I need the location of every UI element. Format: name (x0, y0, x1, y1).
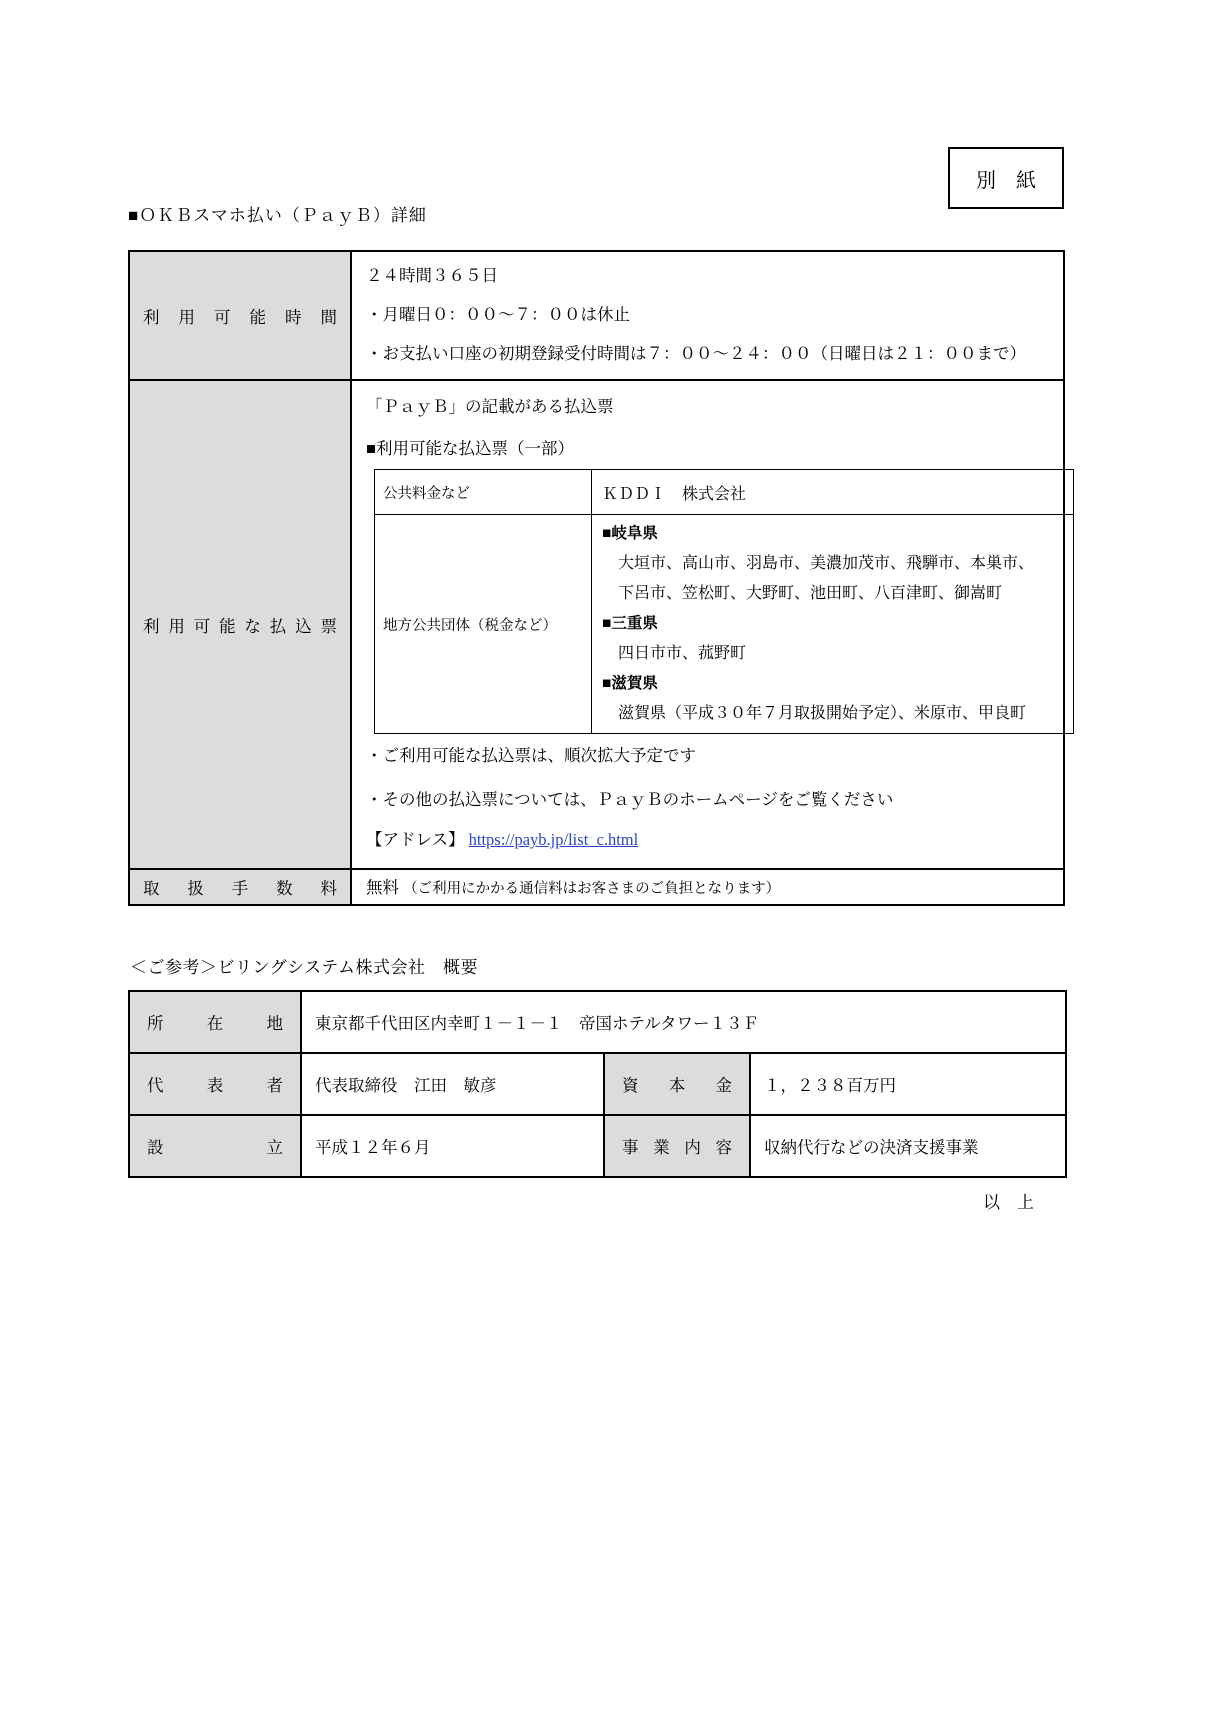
payb-detail-table (128, 250, 1065, 906)
hours-label: 利用可能時間 (129, 251, 351, 380)
company-overview-table (128, 990, 1067, 1178)
hours-line-2: ・月曜日０：００～７：００は休止 (366, 305, 630, 324)
address-label: 【アドレス】 (366, 830, 465, 849)
region-mie-line-1: 四日市市、菰野町 (618, 645, 747, 662)
table-row-slips (129, 380, 1064, 869)
company-representative-value: 代表取締役 江田 敏彦 (301, 1053, 604, 1115)
company-capital-value: １，２３８百万円 (750, 1053, 1066, 1115)
slips-subheading: ■利用可能な払込票（一部） (366, 440, 574, 458)
company-section-heading: ＜ご参考＞ビリングシステム株式会社 概要 (130, 958, 478, 977)
company-capital-label: 資本金 (604, 1053, 750, 1115)
table-row-fee (129, 869, 1064, 905)
slip-row-public (375, 470, 1074, 515)
public-utilities-label: 公共料金など (375, 470, 592, 515)
hours-line-3: ・お支払い口座の初期登録受付時間は７：００～２４：００（日曜日は２１：００まで） (366, 344, 1026, 363)
closing-text: 以 上 (983, 1193, 1034, 1212)
region-shiga-heading: ■滋賀県 (602, 675, 658, 692)
company-address-value: 東京都千代田区内幸町１－１－１ 帝国ホテルタワー１３Ｆ (301, 991, 1066, 1053)
slips-content (351, 380, 1064, 869)
region-shiga-line-1: 滋賀県（平成３０年７月取扱開始予定）、米原市、甲良町 (618, 705, 1027, 722)
company-established-label: 設立 (129, 1115, 301, 1177)
hours-line-1: ２４時間３６５日 (366, 266, 498, 285)
region-gifu-heading: ■岐阜県 (602, 525, 658, 542)
public-utilities-value: ＫＤＤＩ 株式会社 (592, 470, 1074, 515)
company-row-representative (129, 1053, 1066, 1115)
company-established-value: 平成１２年６月 (301, 1115, 604, 1177)
slip-row-local-gov (375, 515, 1074, 734)
slips-intro: 「ＰａｙＢ」の記載がある払込票 (366, 397, 614, 416)
company-representative-label: 代表者 (129, 1053, 301, 1115)
slips-note-2: ・その他の払込票については、ＰａｙＢのホームページをご覧ください (366, 790, 894, 809)
region-gifu (602, 519, 1063, 609)
available-slips-table (374, 469, 1074, 734)
fee-note: （ご利用にかかる通信料はお客さまのご負担となります） (403, 881, 781, 897)
attachment-label: 別 紙 (976, 169, 1036, 192)
local-gov-value (592, 515, 1074, 734)
slips-address-line (366, 824, 1049, 862)
company-row-address (129, 991, 1066, 1053)
company-row-established (129, 1115, 1066, 1177)
local-gov-label: 地方公共団体（税金など） (375, 515, 592, 734)
region-gifu-line-2: 下呂市、笠松町、大野町、池田町、八百津町、御嵩町 (618, 585, 1003, 602)
region-shiga (602, 669, 1063, 729)
slips-note-1: ・ご利用可能な払込票は、順次拡大予定です (366, 746, 696, 765)
region-mie-heading: ■三重県 (602, 615, 658, 632)
hours-content (351, 251, 1064, 380)
fee-label: 取扱手数料 (129, 869, 351, 905)
detail-section-heading: ■ＯＫＢスマホ払い（ＰａｙＢ）詳細 (128, 206, 427, 225)
fee-content (351, 869, 1064, 905)
company-business-value: 収納代行などの決済支援事業 (750, 1115, 1066, 1177)
payb-url-link[interactable]: https://payb.jp/list_c.html (468, 830, 639, 849)
company-business-label: 事業内容 (604, 1115, 750, 1177)
company-address-label: 所在地 (129, 991, 301, 1053)
slips-label: 利用可能な払込票 (129, 380, 351, 869)
table-row-hours (129, 251, 1064, 380)
region-gifu-line-1: 大垣市、高山市、羽島市、美濃加茂市、飛騨市、本巣市、 (618, 555, 1035, 572)
attachment-label-box (948, 147, 1064, 209)
region-mie (602, 609, 1063, 669)
fee-value: 無料 (366, 878, 399, 897)
